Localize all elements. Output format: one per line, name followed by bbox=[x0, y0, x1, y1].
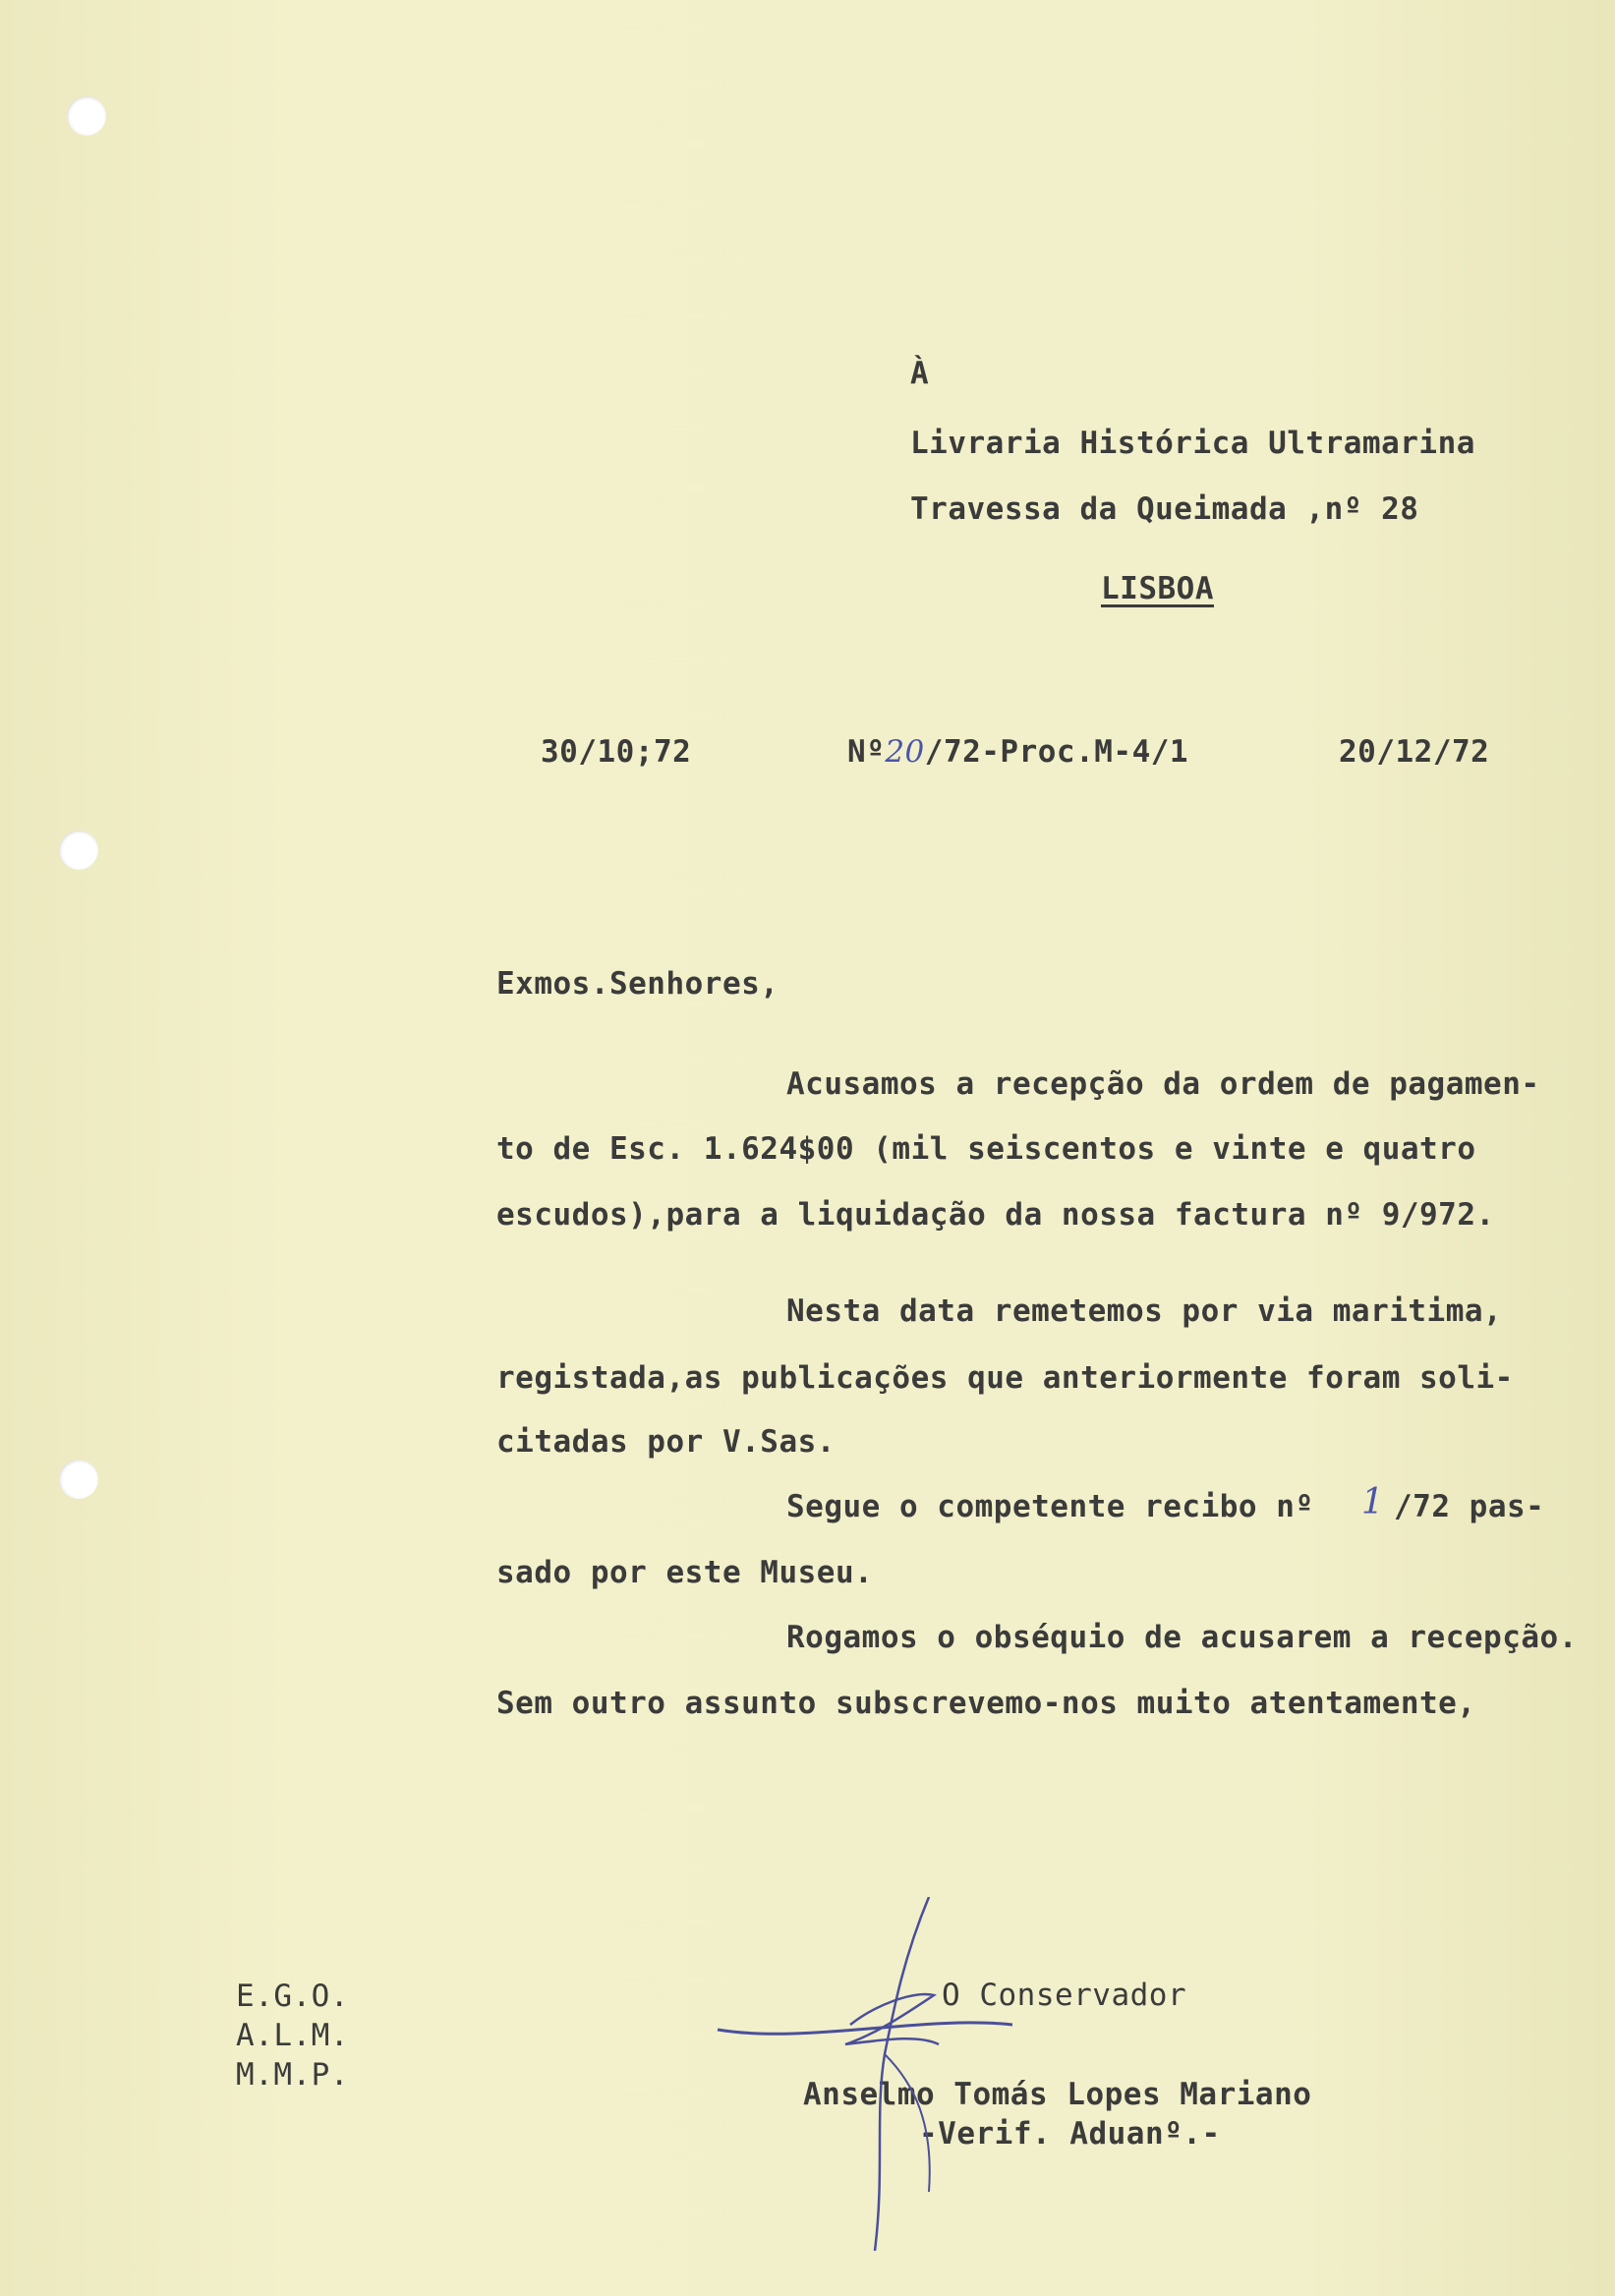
reference-number-suffix: /72-Proc.M-4/1 bbox=[924, 734, 1189, 770]
reference-number-handwritten: 20 bbox=[885, 734, 925, 770]
body-line: to de Esc. 1.624$00 (mil seiscentos e vinte e quatro bbox=[496, 1131, 1476, 1167]
reference-number-prefix: Nº bbox=[847, 734, 886, 770]
signatory-name: Anselmo Tomás Lopes Mariano bbox=[803, 2077, 1312, 2112]
recipient-prefix: À bbox=[910, 356, 930, 391]
body-line: /72 pas- bbox=[1394, 1489, 1545, 1524]
reference-number bbox=[847, 734, 1188, 770]
receipt-number-handwritten: 1 bbox=[1361, 1482, 1385, 1522]
signature-title: O Conservador bbox=[942, 1978, 1187, 2013]
body-line: Sem outro assunto subscrevemo-nos muito atentamente, bbox=[496, 1686, 1476, 1721]
body-line: Rogamos o obséquio de acusarem a recepção. bbox=[786, 1620, 1578, 1655]
recipient-address: Travessa da Queimada ,nº 28 bbox=[910, 491, 1419, 527]
body-line: Segue o competente recibo nº bbox=[786, 1489, 1314, 1524]
their-reference-date: 30/10;72 bbox=[541, 734, 692, 770]
handwritten-signature bbox=[688, 1897, 1101, 2270]
body-line: escudos),para a liquidação da nossa factura nº 9/972. bbox=[496, 1197, 1495, 1233]
punch-hole-bottom bbox=[59, 1460, 98, 1499]
body-line: registada,as publicações que anteriormente foram soli- bbox=[496, 1360, 1514, 1396]
recipient-name: Livraria Histórica Ultramarina bbox=[910, 426, 1475, 461]
salutation: Exmos.Senhores, bbox=[496, 966, 779, 1002]
body-line: sado por este Museu. bbox=[496, 1555, 874, 1590]
recipient-city: LISBOA bbox=[1101, 571, 1214, 606]
body-line: Acusamos a recepção da ordem de pagamen- bbox=[786, 1066, 1540, 1102]
body-line: Nesta data remetemos por via maritima, bbox=[786, 1293, 1503, 1329]
letter-date: 20/12/72 bbox=[1339, 734, 1490, 770]
signatory-role: -Verif. Aduanº.- bbox=[919, 2116, 1221, 2152]
body-line: citadas por V.Sas. bbox=[496, 1424, 836, 1460]
punch-hole-top bbox=[67, 96, 106, 136]
punch-hole-middle bbox=[59, 831, 98, 870]
initials-line: E.G.O. bbox=[236, 1979, 349, 2014]
initials-line: M.M.P. bbox=[236, 2057, 349, 2093]
initials-line: A.L.M. bbox=[236, 2018, 349, 2053]
